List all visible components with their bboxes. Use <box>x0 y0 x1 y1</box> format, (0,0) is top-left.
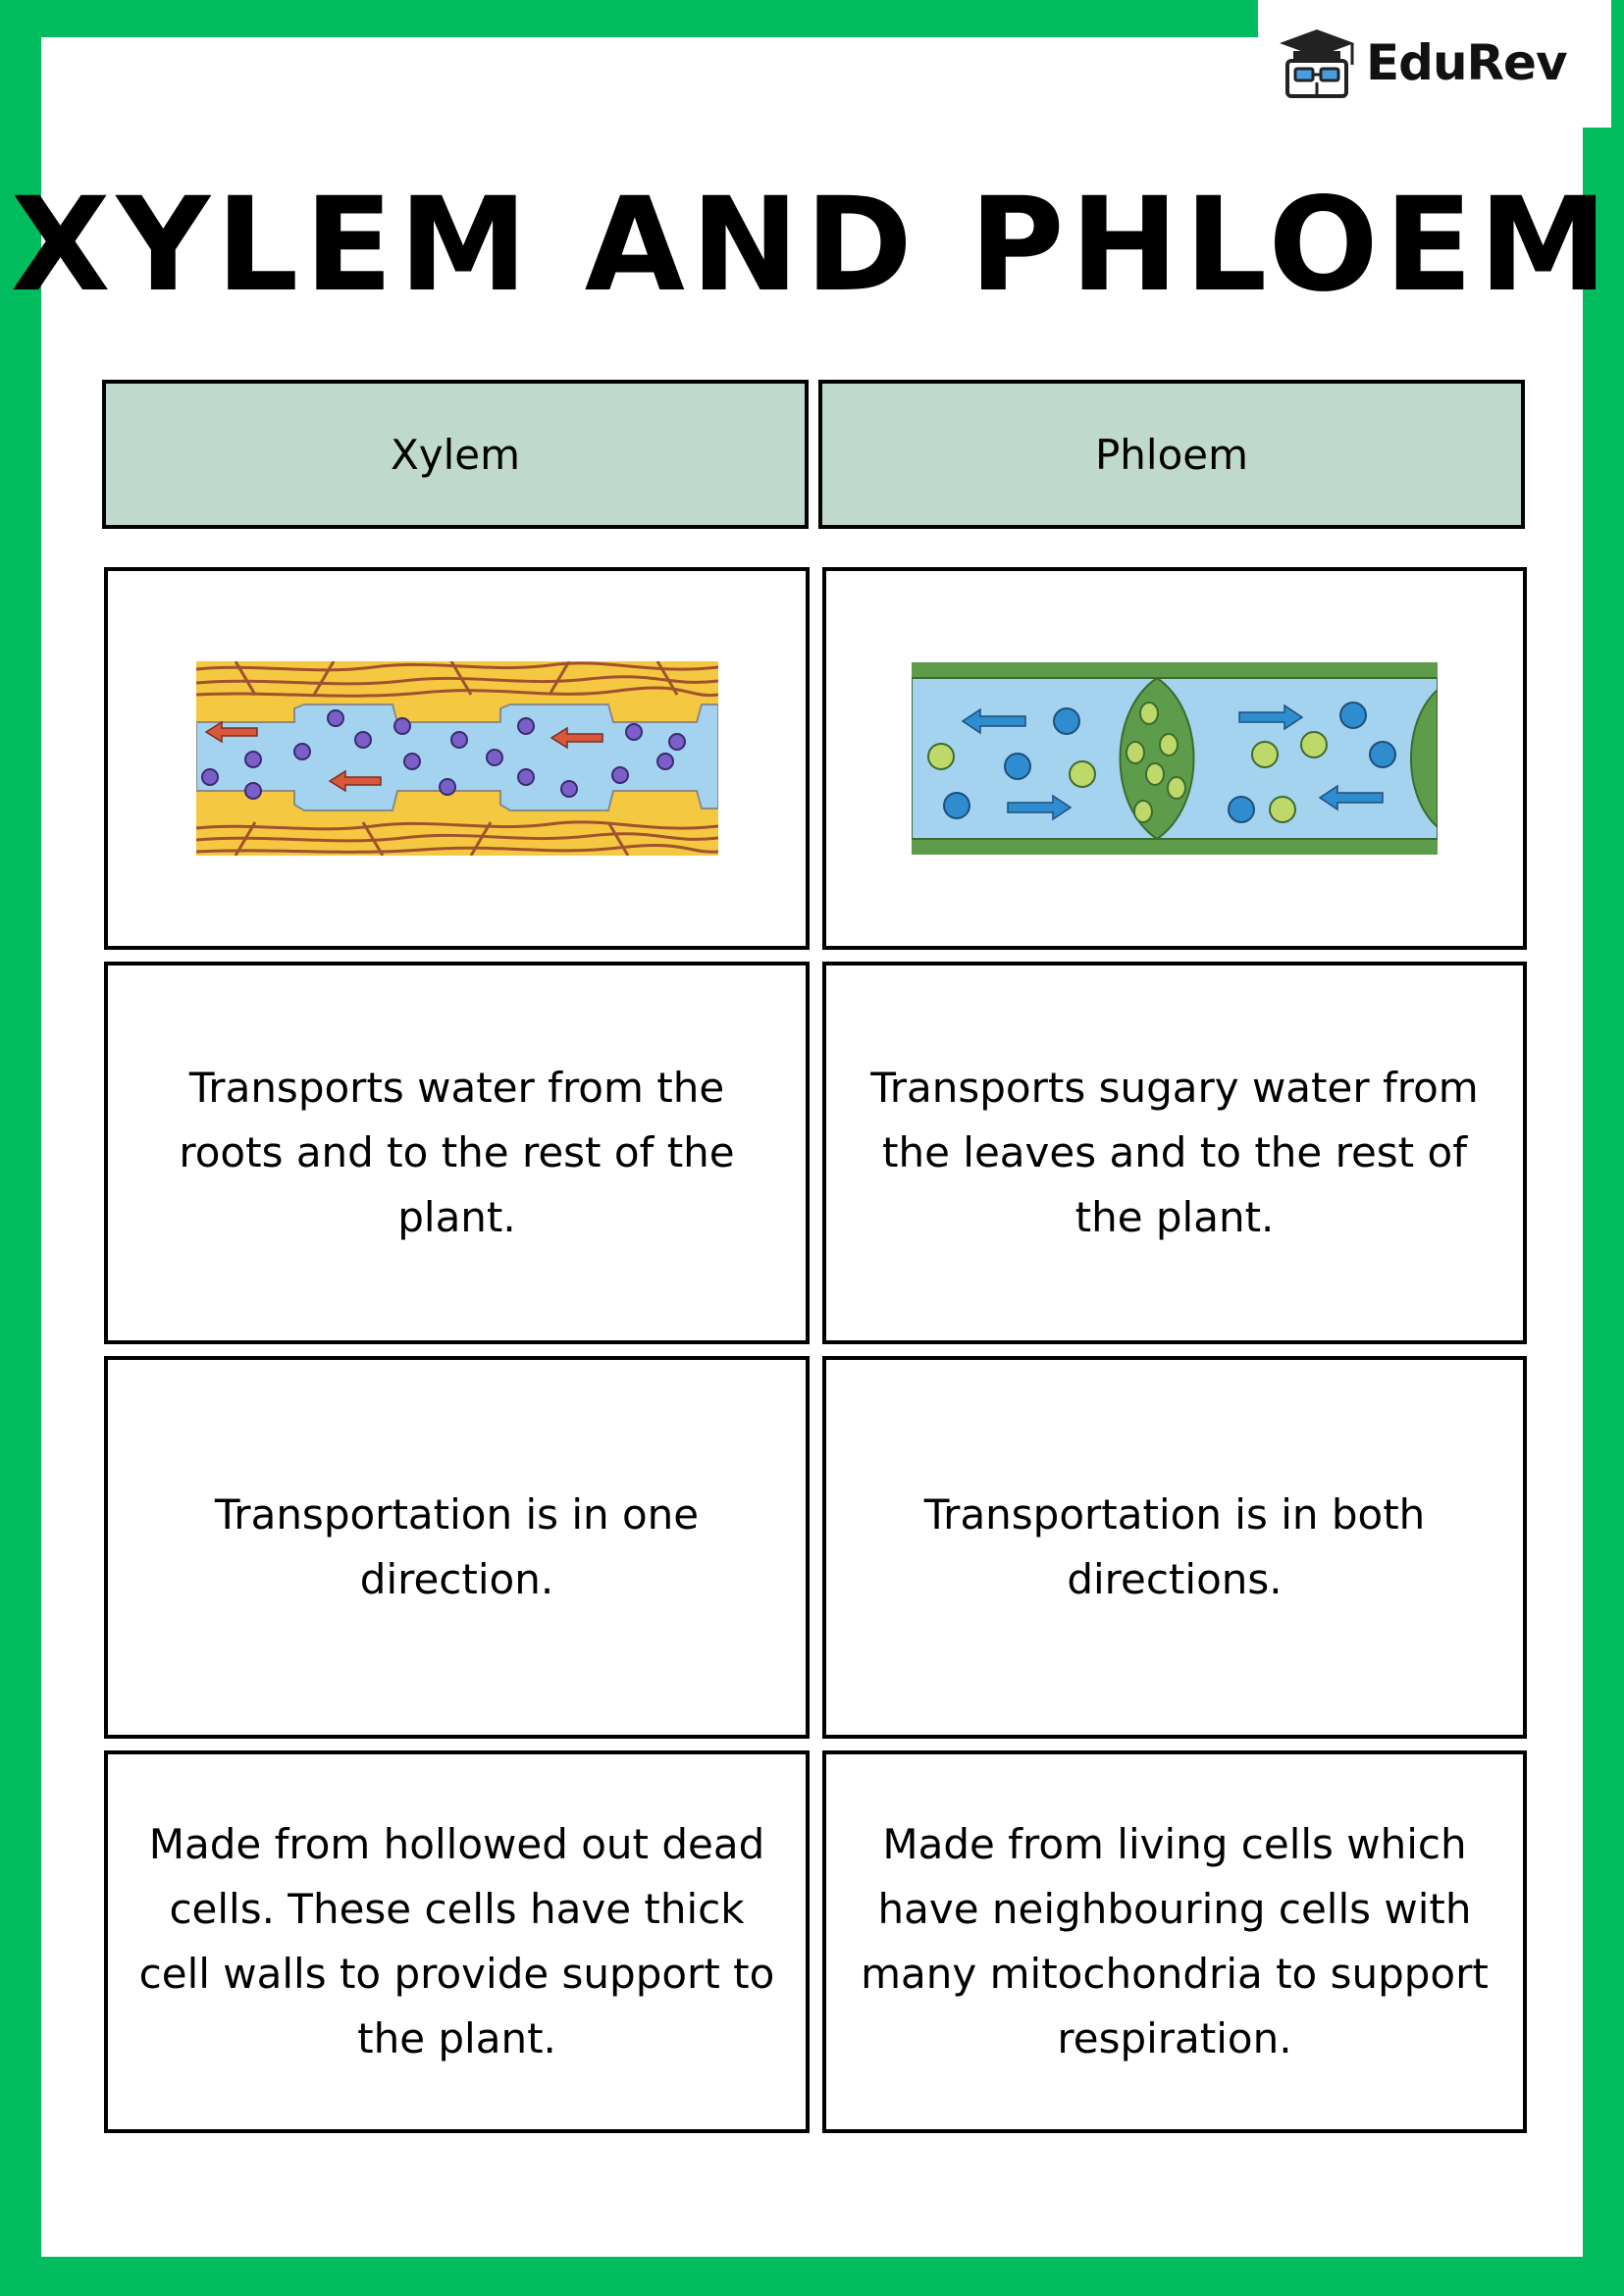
edurev-logo[interactable] <box>1278 24 1567 102</box>
row-2-xylem-cell <box>104 1356 810 1739</box>
row-2-phloem-text: Transportation is in both directions. <box>923 1490 1426 1603</box>
graduation-cap-icon <box>1278 26 1356 100</box>
row-2-xylem-text: Transportation is in one direction. <box>214 1490 700 1603</box>
row-3-phloem-text: Made from living cells which have neighbouring cells with many mitochondria to support respiration. <box>861 1820 1489 2062</box>
row-1-xylem-cell <box>104 962 810 1344</box>
header-xylem-label: Xylem <box>390 430 521 479</box>
xylem-vessel-illustration <box>196 661 718 856</box>
row-1-phloem-text: Transports sugary water from the leaves and to the rest of the plant. <box>870 1064 1479 1241</box>
header-xylem <box>102 380 809 529</box>
row-3-xylem-cell <box>104 1750 810 2133</box>
row-3-phloem-cell <box>822 1750 1527 2133</box>
page-title: XYLEM AND PHLOEM <box>10 170 1614 321</box>
phloem-illustration-cell <box>822 567 1527 950</box>
row-2-phloem-cell <box>822 1356 1527 1739</box>
row-1-phloem-cell <box>822 962 1527 1344</box>
row-1-xylem-text: Transports water from the roots and to the rest of the plant. <box>179 1064 735 1241</box>
header-phloem <box>818 380 1525 529</box>
phloem-sieve-tube-illustration <box>912 662 1438 855</box>
row-3-xylem-text: Made from hollowed out dead cells. These cells have thick cell walls to provide support to the plant. <box>138 1820 775 2062</box>
logo-text: EduRev <box>1366 34 1567 91</box>
header-phloem-label: Phloem <box>1094 430 1249 479</box>
xylem-illustration-cell <box>104 567 810 950</box>
